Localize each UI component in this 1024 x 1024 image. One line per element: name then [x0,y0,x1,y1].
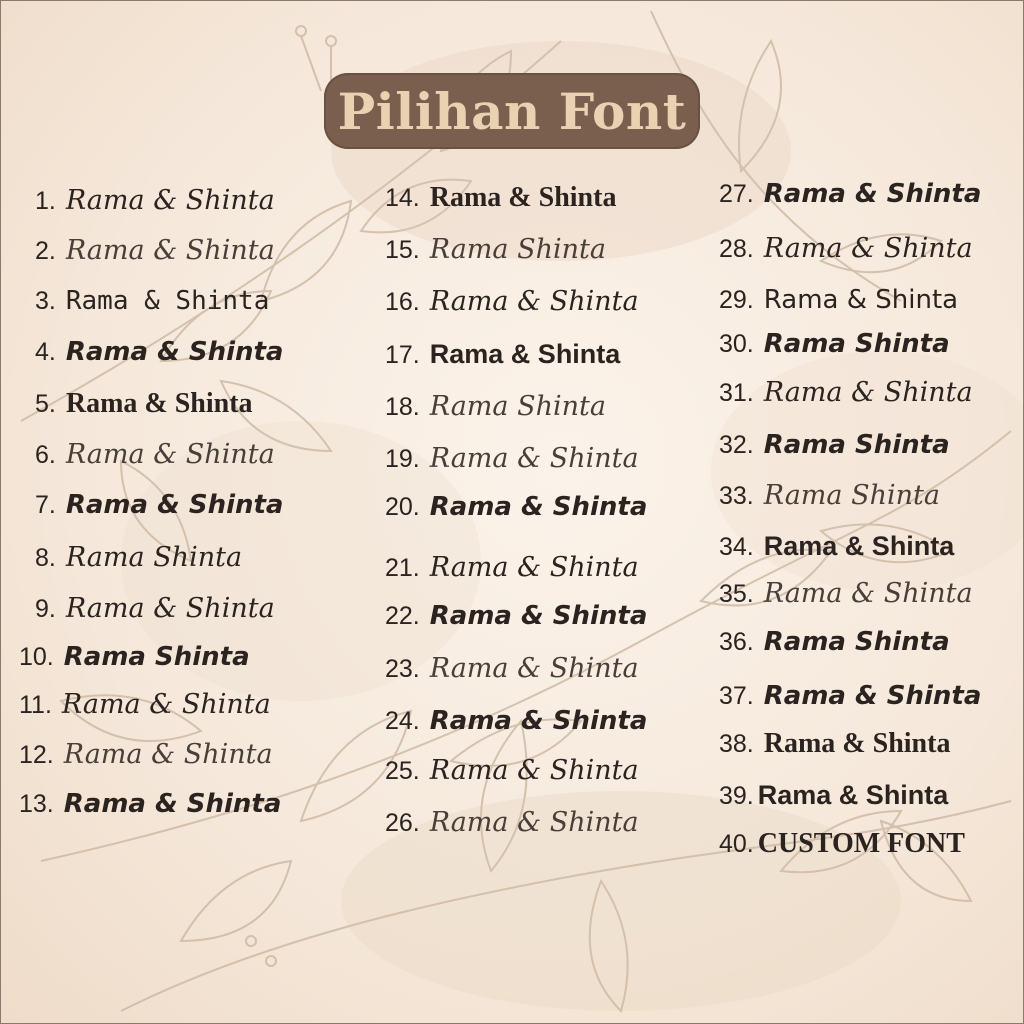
font-number: 9. [35,595,56,623]
font-sample: Rama Shinta [429,391,606,422]
font-sample: Rama & Shinta [429,807,639,838]
font-option [385,706,647,736]
font-number: 21. [385,554,420,582]
font-sample: Rama & Shinta [65,490,284,520]
font-option [719,828,965,860]
font-sample: Rama & Shinta [429,286,639,317]
font-number: 36. [719,628,754,656]
font-number: 8. [35,544,56,572]
font-number: 31. [719,379,754,407]
font-sample: Rama Shinta [65,542,243,573]
font-number: 25. [385,757,420,785]
font-number: 37. [719,682,754,710]
font-option [719,627,950,657]
font-sample: Rama & Shinta [763,578,973,609]
font-option [719,179,981,209]
font-option [385,492,647,522]
font-option [385,552,639,583]
font-option [385,234,606,265]
font-sample: Rama Shinta [63,642,250,672]
font-option [719,377,973,408]
font-sample: Rama & Shinta [429,755,639,786]
font-sample: Rama & Shinta [429,706,648,736]
font-sample: Rama & Shinta [65,439,275,470]
font-sample: Rama & Shinta [65,286,270,316]
font-option [385,182,616,214]
font-option [35,439,275,470]
font-option [35,542,242,573]
font-sample: Rama & Shinta [429,443,639,474]
font-number: 3. [35,287,56,315]
font-sample: Rama & Shinta [63,789,282,819]
font-sample: Rama & Shinta [757,780,949,810]
font-option [385,601,647,631]
font-option [719,480,940,511]
font-option [719,430,950,460]
font-number: 20. [385,493,420,521]
font-option [719,578,973,609]
font-option [35,593,275,624]
font-number: 39. [719,782,754,810]
font-option [35,337,283,367]
font-number: 24. [385,707,420,735]
font-number: 23. [385,655,420,683]
font-option [35,388,253,420]
font-number: 7. [35,491,56,519]
font-sample: Rama & Shinta [429,552,639,583]
font-sample: Rama & Shinta [429,653,639,684]
font-number: 30. [719,330,754,358]
font-option [385,339,620,370]
font-option [385,755,639,786]
font-option [719,531,954,562]
font-sample: Rama & Shinta [429,601,648,631]
font-number: 19. [385,445,420,473]
font-sample: Rama Shinta [763,329,950,359]
font-option [35,185,275,216]
font-number: 5. [35,390,56,418]
font-option [35,235,275,266]
font-sample: Rama Shinta [429,234,606,265]
font-number: 16. [385,288,420,316]
font-option [719,780,948,811]
font-number: 4. [35,338,56,366]
font-sample: Rama & Shinta [65,388,253,419]
font-number: 6. [35,441,56,469]
font-option [385,653,639,684]
font-number: 35. [719,580,754,608]
font-sample: Rama & Shinta [429,492,648,522]
font-option [719,329,950,359]
font-sample: Rama & Shinta [763,681,982,711]
font-option [719,681,981,711]
font-option [35,286,269,316]
font-option [719,728,950,760]
font-number: 12. [19,741,54,769]
font-number: 10. [19,643,54,671]
font-number: 34. [719,533,754,561]
font-sample: Rama Shinta [763,480,940,511]
font-sample: Rama & Shinta [61,689,271,720]
font-number: 13. [19,790,54,818]
font-number: 40. [719,830,754,858]
font-option [19,739,273,770]
font-sample: Rama & Shinta [65,337,284,367]
page-title: Pilihan Font [337,81,687,141]
font-number: 28. [719,235,754,263]
font-number: 22. [385,602,420,630]
font-sample: Rama & Shinta [763,233,973,264]
font-option [19,789,281,819]
font-option [19,689,271,720]
font-option [719,233,973,264]
font-sample: Rama Shinta [763,430,950,460]
font-number: 2. [35,237,56,265]
font-sample: CUSTOM FONT [757,828,965,859]
font-number: 38. [719,730,754,758]
font-sample: Rama & Shinta [763,285,959,315]
font-sample: Rama & Shinta [763,377,973,408]
font-sample: Rama & Shinta [763,531,955,561]
font-number: 11. [19,691,52,719]
font-sample: Rama & Shinta [429,182,617,213]
font-number: 15. [385,236,420,264]
font-number: 18. [385,393,420,421]
font-number: 26. [385,809,420,837]
font-sample: Rama & Shinta [763,728,951,759]
font-sample: Rama & Shinta [763,179,982,209]
font-number: 14. [385,184,420,212]
font-option [719,285,958,315]
font-option [385,391,606,422]
font-number: 17. [385,341,420,369]
font-number: 1. [35,187,56,215]
font-sample: Rama & Shinta [429,339,621,369]
font-number: 27. [719,180,754,208]
font-option [385,286,639,317]
font-sample: Rama & Shinta [65,185,275,216]
font-option [385,443,639,474]
font-sample: Rama Shinta [763,627,950,657]
font-sample: Rama & Shinta [63,739,273,770]
font-number: 29. [719,286,754,314]
font-sample: Rama & Shinta [65,235,275,266]
font-option [19,642,250,672]
font-sample: Rama & Shinta [65,593,275,624]
font-option [385,807,639,838]
font-number: 32. [719,431,754,459]
font-number: 33. [719,482,754,510]
font-option [35,490,283,520]
